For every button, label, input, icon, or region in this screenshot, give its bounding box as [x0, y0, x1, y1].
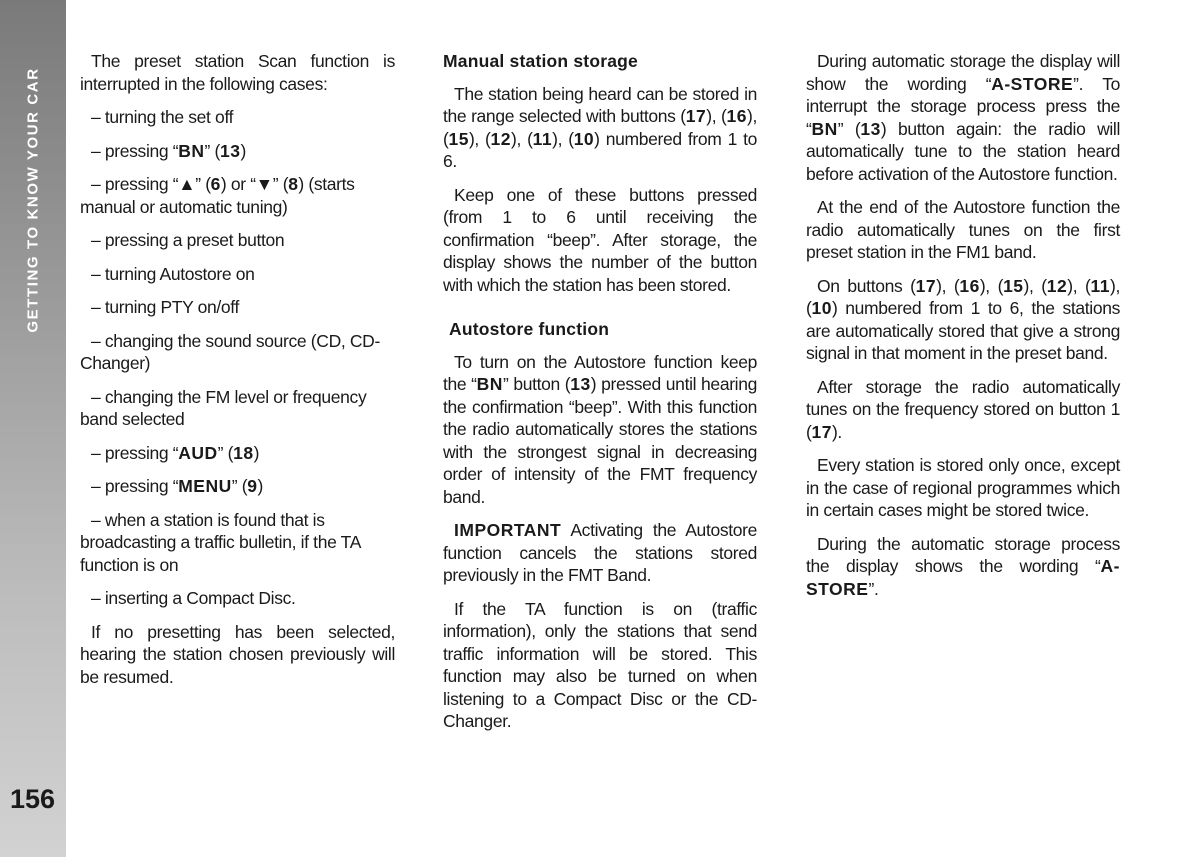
- a-store-display-paragraph: During the automatic storage process the display shows the wording “A-STORE”.: [806, 533, 1120, 599]
- list-item: – turning PTY on/off: [91, 297, 240, 317]
- section-title: GETTING TO KNOW YOUR CAR: [24, 67, 42, 333]
- manual-storage-paragraph-1: The station being heard can be stored in the range selected with buttons (17), (16), (15), (12), (11), (10) numbered from 1 to 6.: [443, 83, 758, 171]
- important-label: IMPORTANT: [454, 520, 562, 540]
- autostore-heading: Autostore function: [449, 319, 610, 339]
- list-item: – pressing a preset button: [91, 230, 285, 250]
- stored-once-paragraph: Every station is stored only once, except in the case of regional programmes which in certain cases might be stored twice.: [806, 455, 1120, 520]
- ta-paragraph: If the TA function is on (traffic information), only the stations that send traffic information will be stored. This function may also be turned on when listening to a Compact Disc or the CD-Changer.: [443, 598, 757, 731]
- column-3: [806, 50, 1120, 611]
- column-1: [80, 50, 395, 699]
- autostore-display-paragraph: During automatic storage the display will show the wording “A-STORE”. To interrupt the storage process press the “BN” (13) button again: the radio will automatically tune to the station heard before activation of the Autostore function.: [806, 51, 1120, 184]
- page-number: 156: [10, 784, 56, 814]
- list-item: – turning the set off: [91, 107, 234, 127]
- list-item: – turning Autostore on: [91, 263, 255, 284]
- list-item: – pressing “MENU” (9): [91, 476, 263, 496]
- list-item: – pressing “BN” (13): [91, 140, 246, 161]
- list-item: – inserting a Compact Disc.: [91, 588, 296, 608]
- list-item: – changing the sound source (CD, CD-Changer): [80, 330, 380, 373]
- side-tab: [0, 0, 66, 857]
- scan-intro: The preset station Scan function is interrupted in the following cases:: [80, 51, 395, 94]
- manual-storage-paragraph-2: Keep one of these buttons pressed (from 1 to 6 until receiving the confirmation “beep”. After storage, the display shows the number of the button with which the station has been stored.: [443, 184, 757, 295]
- list-item: – pressing “▲” (6) or “▼” (8) (starts manual or automatic tuning): [80, 174, 355, 217]
- list-item: – pressing “AUD” (18): [91, 442, 260, 463]
- important-note: IMPORTANT Activating the Autostore function cancels the stations stored previously in the FMT Band.: [443, 520, 757, 585]
- list-item: – when a station is found that is broadcasting a traffic bulletin, if the TA function is on: [80, 509, 361, 575]
- buttons-paragraph: On buttons (17), (16), (15), (12), (11), (10) numbered from 1 to 6, the stations are automatically stored that give a strong signal in that moment in the preset band.: [806, 275, 1121, 363]
- column-2: [443, 50, 757, 744]
- manual-storage-heading: Manual station storage: [443, 51, 638, 71]
- scan-outro: If no presetting has been selected, hearing the station chosen previously will be resumed.: [80, 621, 395, 687]
- list-item: – changing the FM level or frequency band selected: [80, 386, 367, 429]
- after-storage-paragraph: After storage the radio automatically tunes on the frequency stored on button 1 (17).: [806, 376, 1120, 442]
- autostore-paragraph: To turn on the Autostore function keep the “BN” button (13) pressed until hearing the confirmation “beep”. With this function the radio automatically stores the stations with the strongest signal in decreasing order of intensity of the FMT frequency band.: [443, 351, 757, 507]
- autostore-end-paragraph: At the end of the Autostore function the radio automatically tunes on the first preset station in the FM1 band.: [806, 197, 1120, 262]
- interrupt-list: [80, 106, 395, 610]
